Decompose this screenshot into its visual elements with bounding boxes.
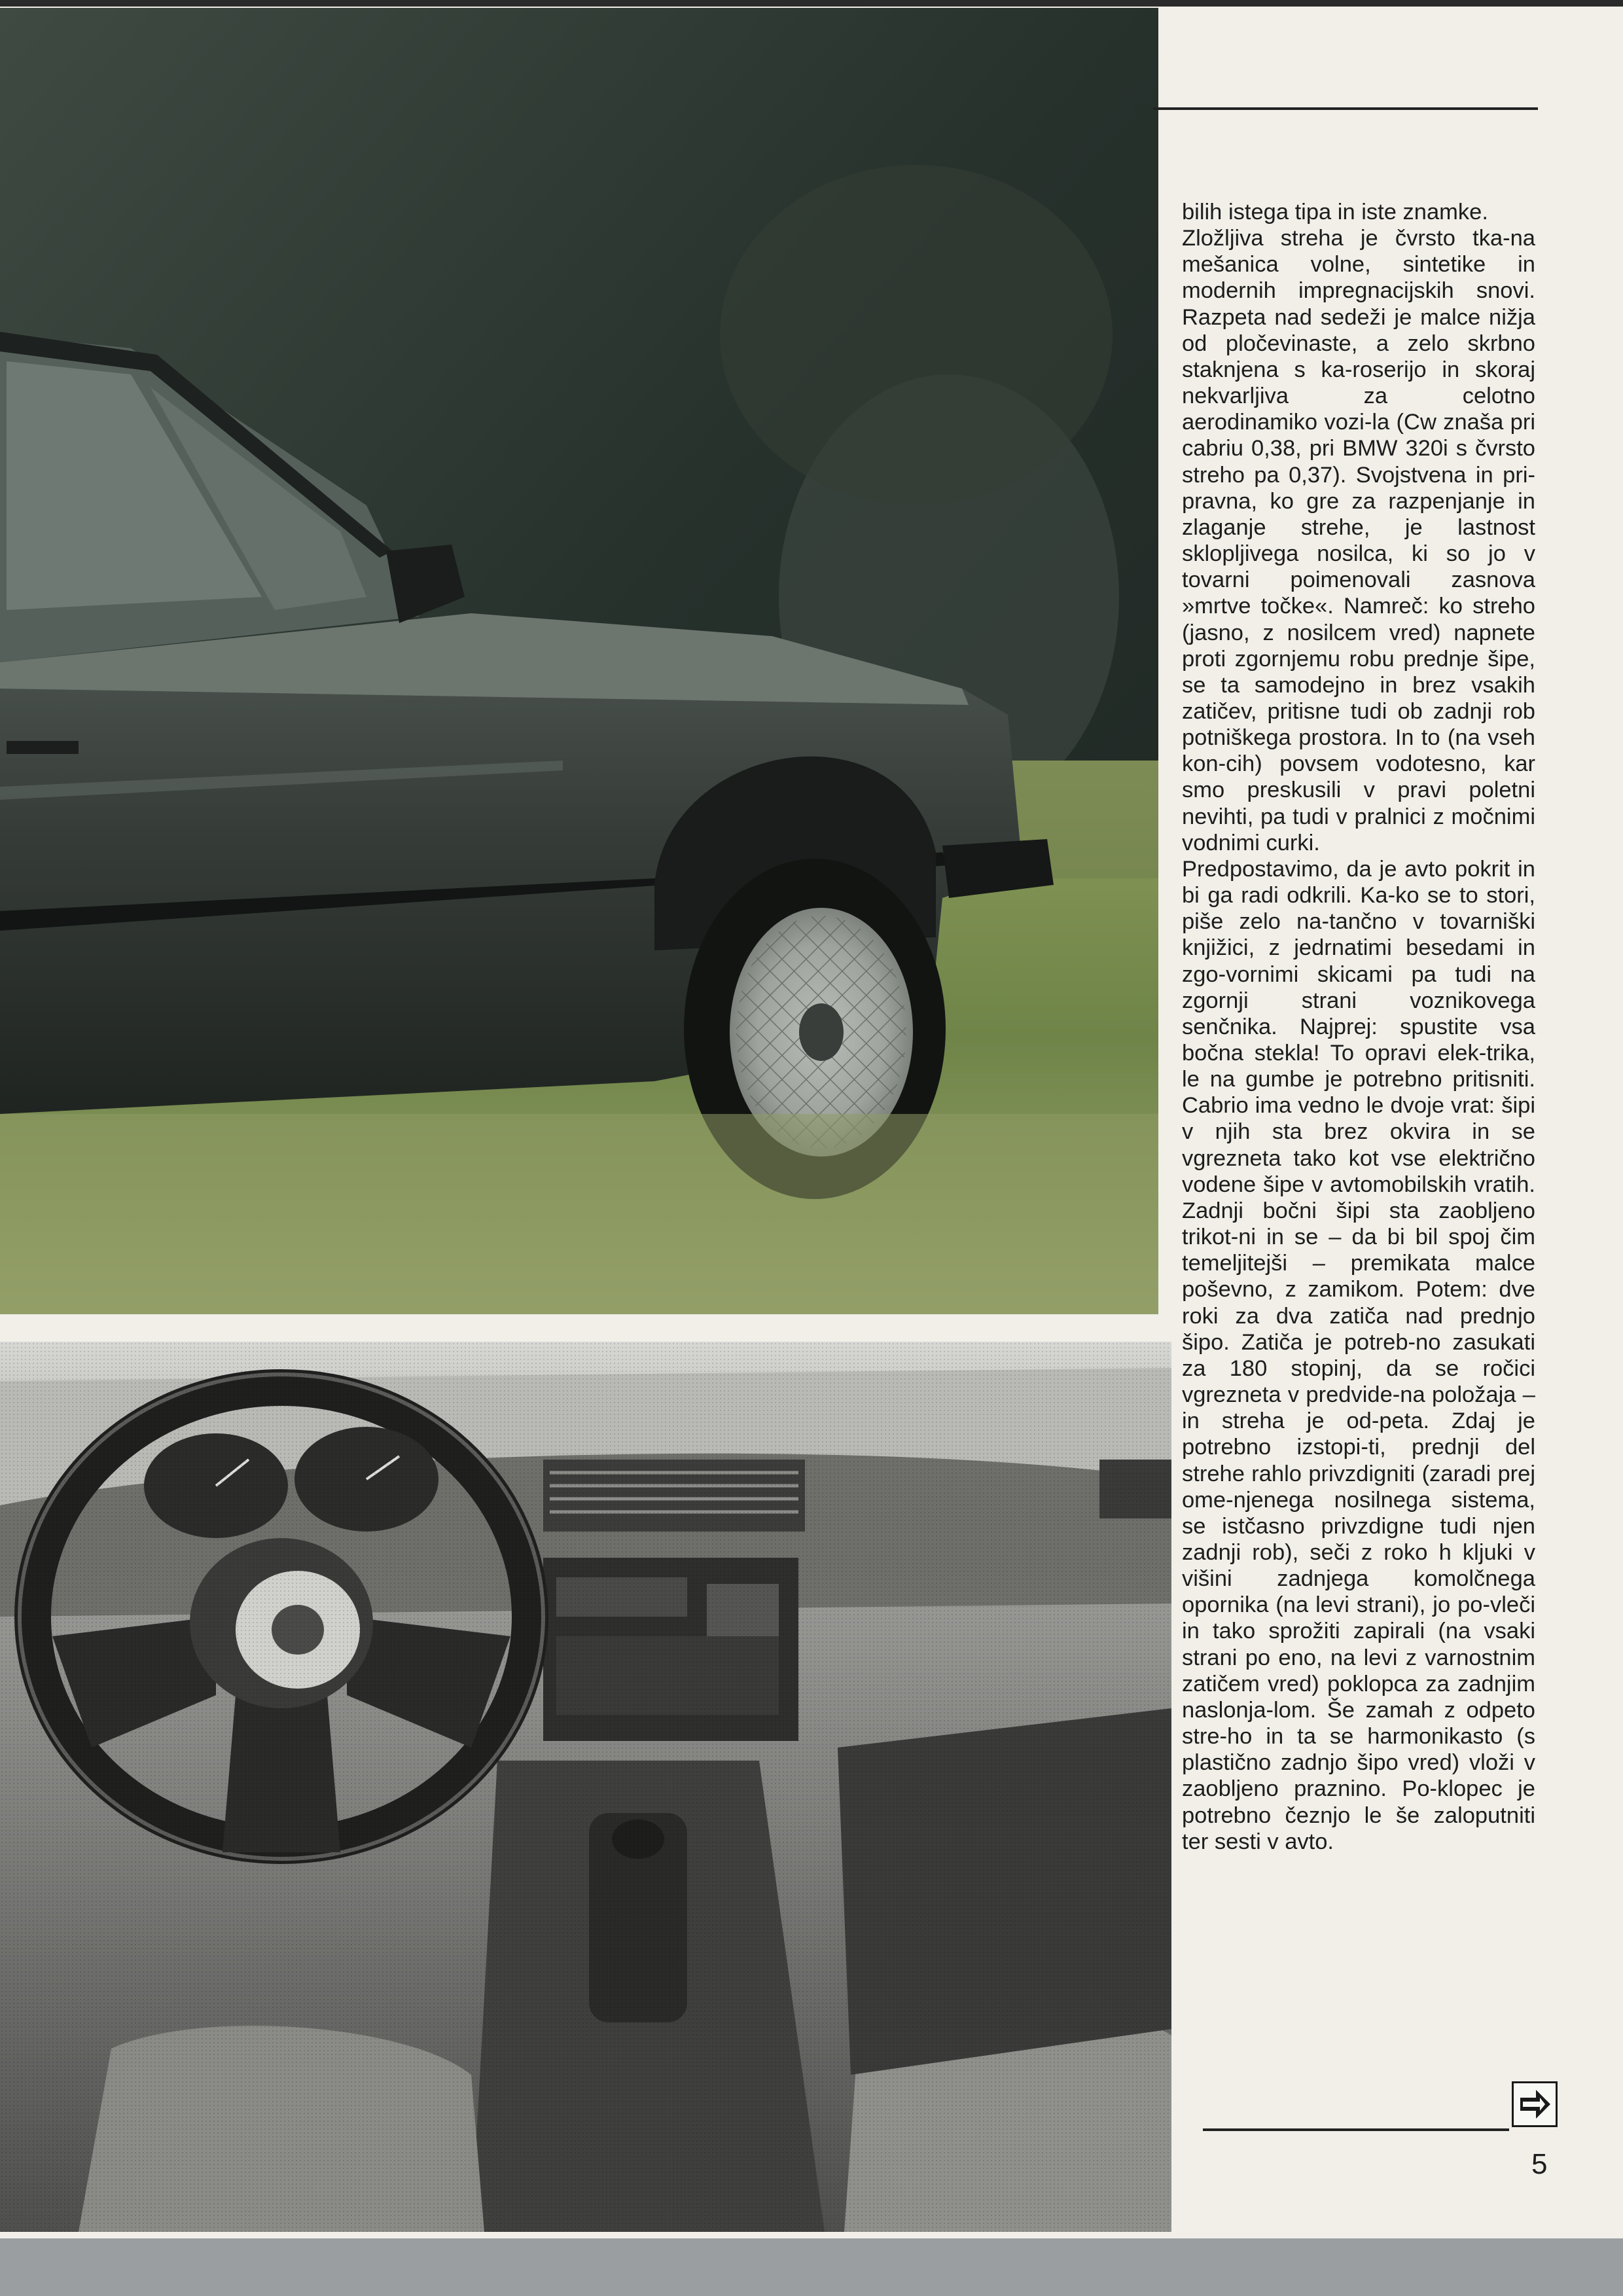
interior-photo [0, 1342, 1171, 2232]
column-bottom-rule [1203, 2128, 1509, 2131]
scan-background [0, 2238, 1623, 2296]
continue-arrow-icon [1512, 2081, 1558, 2127]
column-top-rule [1153, 107, 1538, 110]
car-photo [0, 8, 1158, 1314]
page-number: 5 [1531, 2148, 1548, 2180]
page-top-edge [0, 0, 1623, 7]
article-text: bilih istega tipa in iste znamke. Zložljiva streha je čvrsto tka-na mešanica volne, sintetike in modernih impregnacijskih snovi. Razpeta nad sedeži je malce nižja od pločevinaste, a zelo skrbno staknjena s ka-roserijo in skoraj nekvarljiva za celotno aerodinamiko vozi-la (Cw znaša pri cabriu 0,38, pri BMW 320i s čvrsto streho pa 0,37). Svojstvena in pri-pravna, ko gre za razpenjanje in zlaganje strehe, je lastnost sklopljivega nosilca, ki so jo v tovarni poimenovali zasnova »mrtve točke«. Namreč: ko streho (jasno, z nosilcem vred) napnete proti zgornjemu robu prednje šipe, se ta samodejno in brez vsakih zatičev, pritisne tudi ob zadnji rob potniškega prostora. In to (na vseh kon-cih) povsem vodotesno, kar smo preskusili v pravi poletni nevihti, pa tudi v pralnici z močnimi vodnimi curki. Predpostavimo, da je avto pokrit in bi ga radi odkrili. Ka-ko se to stori, piše zelo na-tančno v tovarniški knjižici, z jedrnatimi besedami in zgo-vornimi skicami pa tudi na zgornji strani voznikovega senčnika. Najprej: spustite vsa bočna stekla! To opravi elek-trika, le na gumbe je potrebno pritisniti. Cabrio ima vedno le dvoje vrat: šipi v njih sta brez okvira in se vgrezneta tako kot vse električno vodene šipe v avtomobilskih vratih. Zadnji bočni šipi sta zaobljeno trikot-ni in se – da bi bil spoj čim temeljitejši – premikata malce poševno, z zamikom. Potem: dve roki za dva zatiča nad prednjo šipo. Zatiča je potreb-no zasukati za 180 stopinj, da se ročici vgrezneta v predvide-na položaja – in streha je od-peta. Zdaj je potrebno izstopi-ti, prednji del strehe rahlo privzdigniti (zaradi prej ome-njenega nosilnega sistema, se istčasno privzdigne tudi njen zadnji rob), seči z roko h kljuki v višini zadnjega komolčnega opornika (na levi strani), jo po-vleči in tako sprožiti zapirali (na vsaki strani po eno, na levi z varnostnim zatičem vred) poklopca za zadnjim naslonja-lom. Še zamah z odpeto stre-ho in ta se harmonikasto (s plastično zadnjo šipo vred) vloži v zaobljeno praznino. Po-klopec je potrebno čeznjo le še zaloputniti ter sesti v avto. [1182, 200, 1535, 1854]
